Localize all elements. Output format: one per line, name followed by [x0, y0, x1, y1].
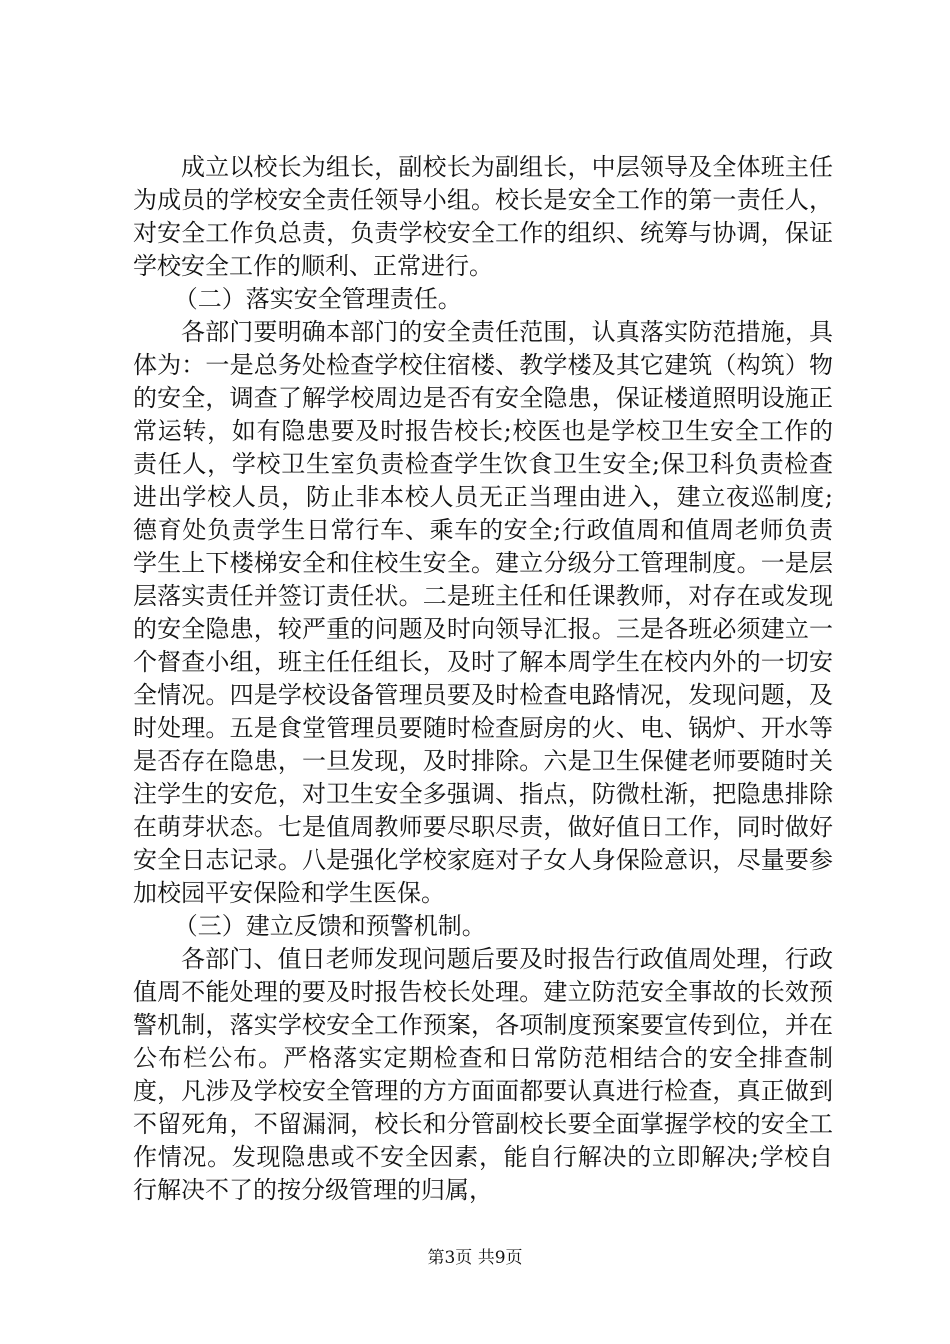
page-number-footer: 第3页 共9页 — [427, 1248, 523, 1268]
section-heading-feedback-warning: （三）建立反馈和预警机制。 — [173, 912, 486, 940]
document-body — [133, 151, 833, 1207]
paragraph-leadership-group: 成立以校长为组长，副校长为副组长，中层领导及全体班主任为成员的学校安全责任领导小组。校长是安全工作的第一责任人，对安全工作负总责，负责学校安全工作的组织、统筹与协调，保证学校安全工作的顺利、正常进行。 — [133, 153, 833, 280]
section-heading-management-responsibility: （二）落实安全管理责任。 — [173, 285, 462, 313]
paragraph-feedback-mechanism: 各部门、值日老师发现问题后要及时报告行政值周处理，行政值周不能处理的要及时报告校长处理。建立防范安全事故的长效预警机制，落实学校安全工作预案，各项制度预案要宣传到位，并在公布栏公布。严格落实定期检查和日常防范相结合的安全排查制度，凡涉及学校安全管理的方方面面都要认真进行检查，真正做到不留死角，不留漏洞，校长和分管副校长要全面掌握学校的安全工作情况。发现隐患或不安全因素，能自行解决的立即解决;学校自行解决不了的按分级管理的归属， — [133, 945, 833, 1204]
paragraph-department-responsibilities: 各部门要明确本部门的安全责任范围，认真落实防范措施，具体为：一是总务处检查学校住宿楼、教学楼及其它建筑（构筑）物的安全，调查了解学校周边是否有安全隐患，保证楼道照明设施正常运转，如有隐患要及时报告校长;校医也是学校卫生安全工作的责任人，学校卫生室负责检查学生饮食卫生安全;保卫科负责检查进出学校人员，防止非本校人员无正当理由进入，建立夜巡制度;德育处负责学生日常行车、乘车的安全;行政值周和值周老师负责学生上下楼梯安全和住校生安全。建立分级分工管理制度。一是层层落实责任并签订责任状。二是班主任和任课教师，对存在或发现的安全隐患，较严重的问题及时向领导汇报。三是各班必须建立一个督查小组，班主任任组长，及时了解本周学生在校内外的一切安全情况。四是学校设备管理员要及时检查电路情况，发现问题，及时处理。五是食堂管理员要随时检查厨房的火、电、锅炉、开水等是否存在隐患，一旦发现，及时排除。六是卫生保健老师要随时关注学生的安危，对卫生安全多强调、指点，防微杜渐，把隐患排除在萌芽状态。七是值周教师要尽职尽责，做好值日工作，同时做好安全日志记录。八是强化学校家庭对子女人身保险意识，尽量要参加校园平安保险和学生医保。 — [133, 318, 833, 907]
